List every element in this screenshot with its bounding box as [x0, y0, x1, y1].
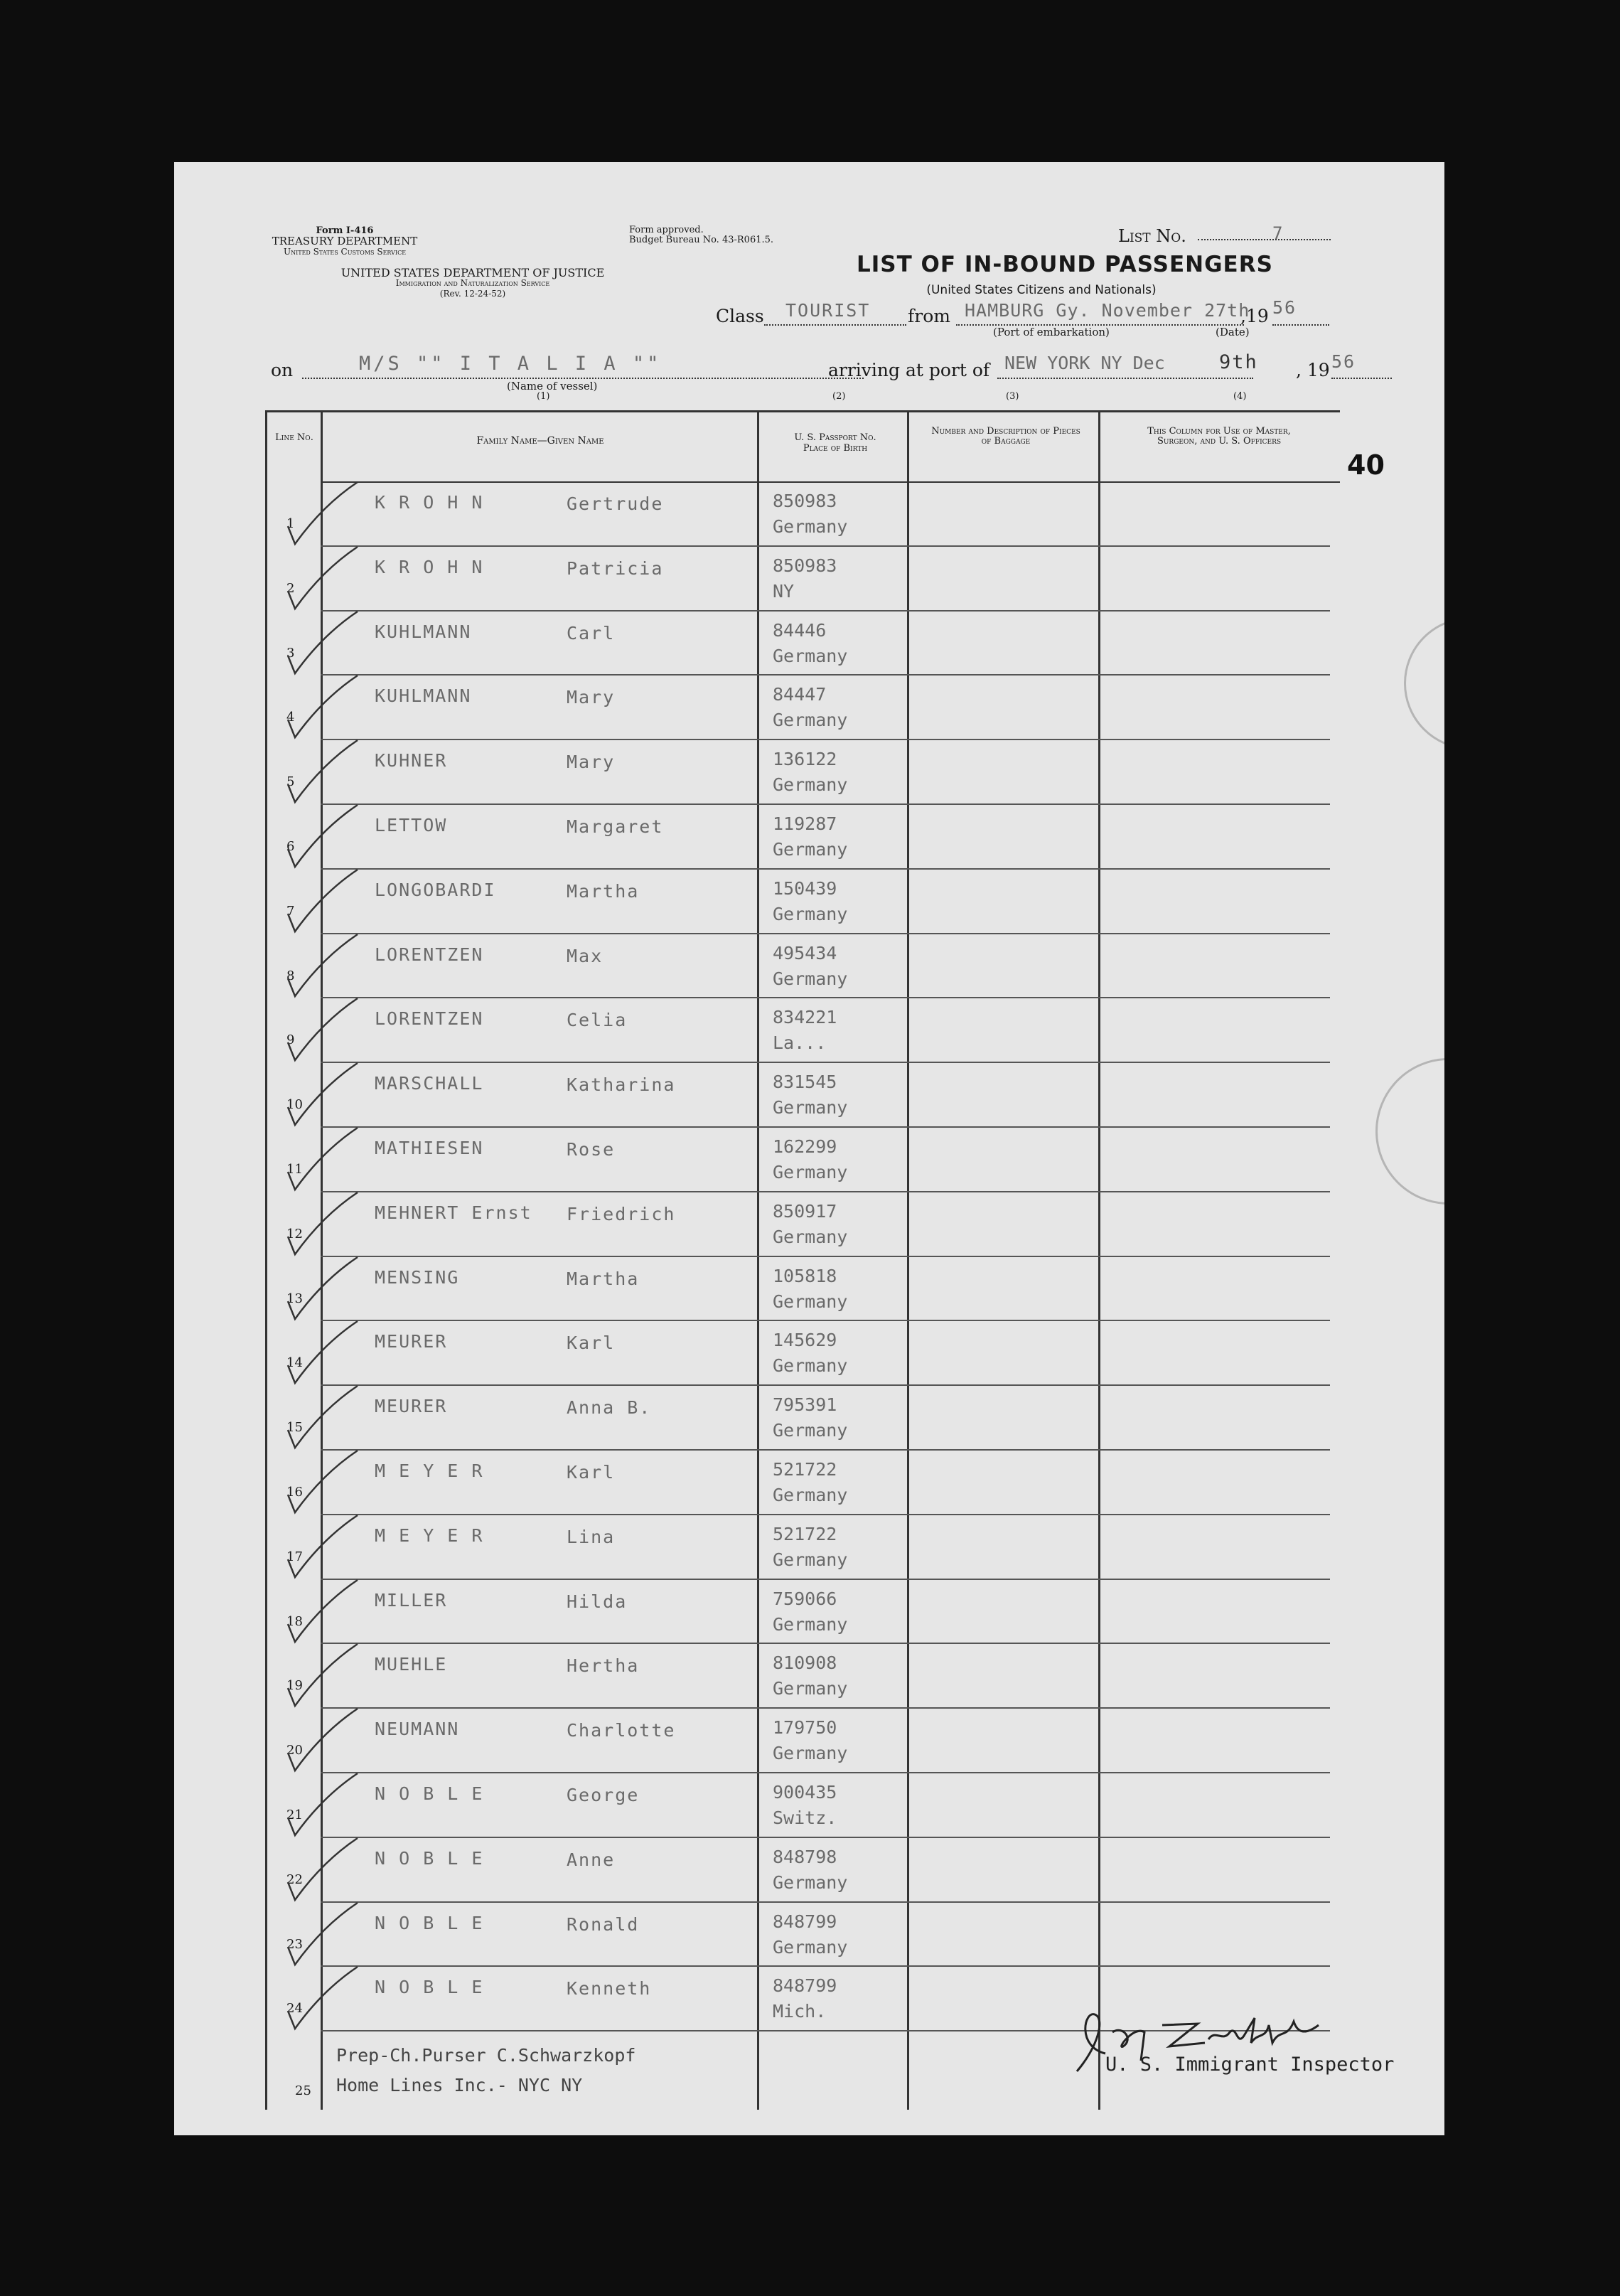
form-page	[174, 162, 1444, 2135]
line-number: 6	[286, 839, 295, 854]
row-divider	[321, 674, 1330, 676]
family-name: MUEHLE	[375, 1654, 448, 1675]
inspector-title: U. S. Immigrant Inspector	[1105, 2054, 1395, 2076]
ins-title: Immigration and Naturalization Service	[395, 278, 550, 288]
birth-place: Germany	[773, 1162, 848, 1182]
birth-place: Germany	[773, 1743, 848, 1764]
given-name: Anna B.	[567, 1397, 652, 1419]
year1-prefix: ,19	[1240, 306, 1269, 326]
arriving-label: arriving at port of	[828, 360, 990, 380]
birth-place: Germany	[773, 839, 848, 860]
port-embark-caption: (Port of embarkation)	[993, 326, 1110, 338]
line-number: 24	[286, 2001, 303, 2017]
birth-place: Germany	[773, 1485, 848, 1505]
col-line-baggage	[1098, 410, 1100, 2110]
customs-service: United States Customs Service	[283, 247, 407, 257]
line-number: 3	[286, 645, 295, 661]
class-dots	[764, 324, 906, 326]
year2-value: 56	[1331, 351, 1356, 372]
date-caption: (Date)	[1216, 326, 1250, 338]
purser-line2: Home Lines Inc.- NYC NY	[336, 2075, 583, 2095]
col-line-left	[265, 410, 267, 2110]
family-name: N O B L E	[375, 1977, 484, 1998]
row-divider	[321, 803, 1330, 805]
line-number: 12	[286, 1226, 303, 1242]
birth-place: Germany	[773, 1226, 848, 1247]
line-number: 21	[286, 1808, 303, 1822]
year2-prefix: , 19	[1296, 360, 1330, 380]
family-name: K R O H N	[375, 492, 484, 513]
birth-place: Switz.	[773, 1808, 837, 1828]
family-name: MENSING	[375, 1266, 460, 1288]
vessel-dots	[302, 378, 864, 379]
line-number: 8	[286, 968, 295, 983]
passport-number: 848799	[773, 1911, 837, 1932]
line-number: 10	[286, 1097, 303, 1113]
family-name: KUHLMANN	[375, 621, 472, 642]
line-number: 19	[286, 1678, 303, 1694]
line-number: 22	[286, 1871, 303, 1887]
col3-num: (3)	[1006, 391, 1019, 402]
class-value: TOURIST	[785, 300, 871, 321]
doj-block	[259, 267, 686, 299]
page-number: 40	[1347, 449, 1385, 481]
line-number: 4	[286, 710, 295, 725]
list-no-dots	[1198, 239, 1331, 240]
family-name: M E Y E R	[375, 1461, 484, 1481]
list-title: LIST OF IN-BOUND PASSENGERS	[857, 252, 1273, 277]
year1-dots	[1272, 324, 1329, 326]
dept-stamp-middle	[1375, 1058, 1444, 1205]
row-divider	[321, 545, 1330, 547]
passport-number: 795391	[773, 1394, 837, 1416]
family-name: MARSCHALL	[375, 1073, 484, 1094]
passport-number: 521722	[773, 1523, 837, 1544]
family-name: M E Y E R	[375, 1525, 484, 1546]
family-name: MEHNERT Ernst	[375, 1202, 532, 1223]
given-name: George	[567, 1785, 640, 1805]
given-name: Patricia	[567, 557, 664, 579]
family-name: N O B L E	[375, 1783, 484, 1804]
birth-place: Germany	[773, 1291, 848, 1312]
passport-number: 834221	[773, 1007, 837, 1028]
line-number: 15	[286, 1420, 303, 1436]
given-name: Margaret	[567, 816, 664, 837]
given-name: Anne	[567, 1849, 616, 1870]
row-divider	[321, 1384, 1330, 1386]
given-name: Karl	[567, 1462, 616, 1483]
line-number-25: 25	[295, 2083, 311, 2098]
family-name: KUHNER	[375, 750, 448, 771]
list-subtitle: (United States Citizens and Nationals)	[926, 283, 1157, 297]
line-number: 23	[286, 1936, 303, 1952]
family-name: N O B L E	[375, 1847, 484, 1869]
col-line-name	[757, 410, 759, 2110]
line-number: 2	[286, 580, 295, 596]
passport-number: 848798	[773, 1846, 837, 1867]
family-name: N O B L E	[375, 1912, 484, 1933]
approved-block	[629, 225, 773, 245]
col4-num: (4)	[1233, 391, 1247, 402]
class-label: Class	[716, 306, 764, 326]
family-name: NEUMANN	[375, 1719, 460, 1740]
passport-number: 84446	[773, 619, 827, 641]
header-name: Family Name—Given Name	[476, 435, 604, 447]
birth-place: Germany	[773, 710, 848, 731]
arrival-day: 9th	[1219, 351, 1258, 373]
row-divider	[321, 1707, 1330, 1709]
birth-place: NY	[773, 580, 795, 602]
row-divider	[321, 1965, 1330, 1967]
line-number: 11	[286, 1162, 303, 1177]
arriving-value: NEW YORK NY Dec	[1004, 353, 1165, 373]
family-name: K R O H N	[375, 556, 484, 577]
given-name: Gertrude	[567, 493, 664, 514]
given-name: Mary	[567, 687, 616, 708]
treasury-block	[245, 225, 444, 257]
birth-place: Germany	[773, 903, 848, 924]
given-name: Charlotte	[567, 1720, 676, 1741]
family-name: LETTOW	[375, 815, 448, 835]
line-number: 14	[286, 1355, 303, 1371]
given-name: Friedrich	[567, 1203, 676, 1224]
birth-place: La...	[773, 1032, 827, 1054]
line-number: 13	[286, 1291, 303, 1306]
row-divider	[321, 1191, 1330, 1192]
family-name: MATHIESEN	[375, 1138, 484, 1158]
birth-place: Germany	[773, 516, 848, 537]
row-divider	[321, 1062, 1330, 1063]
given-name: Hertha	[567, 1655, 640, 1677]
birth-place: Germany	[773, 1678, 848, 1699]
passport-number: 759066	[773, 1588, 837, 1609]
given-name: Ronald	[567, 1913, 640, 1935]
birth-place: Germany	[773, 774, 848, 796]
row-divider	[321, 610, 1330, 612]
row-divider	[321, 1126, 1330, 1128]
line-number: 1	[286, 516, 295, 531]
line-number: 5	[286, 774, 295, 790]
dept-stamp-top	[1404, 617, 1444, 749]
year2-dots	[1331, 378, 1392, 379]
given-name: Mary	[567, 752, 616, 773]
given-name: Katharina	[567, 1074, 676, 1096]
birth-place: Germany	[773, 645, 848, 666]
given-name: Karl	[567, 1333, 616, 1354]
birth-place: Germany	[773, 968, 848, 989]
row-divider	[321, 1449, 1330, 1451]
passport-number: 179750	[773, 1717, 837, 1739]
passport-number: 162299	[773, 1136, 837, 1157]
family-name: LORENTZEN	[375, 944, 484, 965]
passport-number: 850917	[773, 1200, 837, 1222]
passport-number: 831545	[773, 1072, 837, 1093]
given-name: Hilda	[567, 1591, 628, 1612]
passport-number: 810908	[773, 1652, 837, 1674]
given-name: Rose	[567, 1139, 616, 1160]
passport-number: 136122	[773, 749, 837, 770]
col-line-passport	[907, 410, 909, 2110]
vessel-value: M/S "" I T A L I A ""	[359, 353, 662, 375]
row-divider	[321, 933, 1330, 934]
passport-number: 521722	[773, 1459, 837, 1480]
line-number: 17	[286, 1549, 303, 1564]
passport-number: 119287	[773, 813, 837, 834]
line-number: 9	[286, 1032, 295, 1048]
family-name: LONGOBARDI	[375, 879, 496, 900]
passport-number: 84447	[773, 684, 827, 705]
given-name: Max	[567, 945, 604, 966]
passport-number: 495434	[773, 942, 837, 963]
header-baggage: Number and Description of Pieces of Baggage	[931, 426, 1080, 447]
vessel-caption-num: (1)	[537, 391, 550, 402]
purser-line1: Prep-Ch.Purser C.Schwarzkopf	[336, 2045, 636, 2066]
approved-line1: Form approved.	[629, 225, 704, 235]
passport-number: 900435	[773, 1782, 837, 1803]
table-top-line	[267, 410, 1340, 412]
col2-num: (2)	[832, 391, 846, 402]
year1-value: 56	[1272, 297, 1297, 318]
doj-title: UNITED STATES DEPARTMENT OF JUSTICE	[340, 266, 605, 279]
row-divider	[321, 1772, 1330, 1773]
form-number: Form I-416	[316, 225, 374, 236]
from-value: HAMBURG Gy. November 27th	[965, 300, 1250, 321]
passport-number: 105818	[773, 1265, 837, 1286]
given-name: Martha	[567, 880, 640, 902]
header-passport: U. S. Passport No. Place of Birth	[794, 432, 876, 454]
arriving-dots	[997, 378, 1253, 379]
birth-place: Mich.	[773, 2001, 827, 2022]
list-no-label: List No.	[1118, 226, 1186, 246]
vessel-caption: (Name of vessel)	[507, 380, 598, 393]
check-mark	[281, 1961, 366, 2039]
row-divider	[321, 1579, 1330, 1580]
header-officers: This Column for Use of Master, Surgeon, and U. S. Officers	[1147, 426, 1291, 447]
list-no-value: 7	[1272, 223, 1284, 243]
birth-place: Germany	[773, 1355, 848, 1377]
birth-place: Germany	[773, 1549, 848, 1570]
passport-number: 150439	[773, 877, 837, 899]
given-name: Carl	[567, 622, 616, 644]
header-bottom-line	[321, 481, 1340, 483]
passport-number: 850983	[773, 491, 837, 511]
passport-number: 848799	[773, 1975, 837, 1997]
on-label: on	[271, 360, 294, 380]
row-divider	[321, 1320, 1330, 1321]
header-line-no: Line No.	[275, 432, 313, 443]
birth-place: Germany	[773, 1420, 848, 1441]
inspector-signature	[1056, 2004, 1354, 2089]
birth-place: Germany	[773, 1097, 848, 1118]
row-divider	[321, 1256, 1330, 1257]
family-name: MEURER	[375, 1396, 448, 1417]
passport-number: 850983	[773, 555, 837, 576]
line-number: 20	[286, 1743, 303, 1758]
row-divider	[321, 1643, 1330, 1644]
given-name: Kenneth	[567, 1978, 652, 1999]
treasury-dept: TREASURY DEPARTMENT	[272, 235, 418, 247]
row-divider	[321, 739, 1330, 740]
family-name: MEURER	[375, 1331, 448, 1352]
row-divider	[321, 997, 1330, 998]
birth-place: Germany	[773, 1936, 848, 1958]
line-number: 18	[286, 1613, 303, 1629]
row-divider	[321, 1837, 1330, 1838]
row-divider	[321, 868, 1330, 870]
family-name: LORENTZEN	[375, 1008, 484, 1030]
family-name: MILLER	[375, 1589, 448, 1611]
line-number: 16	[286, 1485, 303, 1500]
row-divider	[321, 1514, 1330, 1515]
given-name: Celia	[567, 1010, 628, 1031]
line-number: 7	[286, 903, 295, 919]
revision: (Rev. 12-24-52)	[439, 289, 506, 299]
from-label: from	[908, 306, 950, 326]
row-divider	[321, 1901, 1330, 1903]
passport-number: 145629	[773, 1330, 837, 1351]
birth-place: Germany	[773, 1871, 848, 1893]
given-name: Lina	[567, 1526, 616, 1547]
birth-place: Germany	[773, 1613, 848, 1635]
given-name: Martha	[567, 1268, 640, 1289]
family-name: KUHLMANN	[375, 685, 472, 707]
approved-line2: Budget Bureau No. 43-R061.5.	[629, 235, 774, 245]
